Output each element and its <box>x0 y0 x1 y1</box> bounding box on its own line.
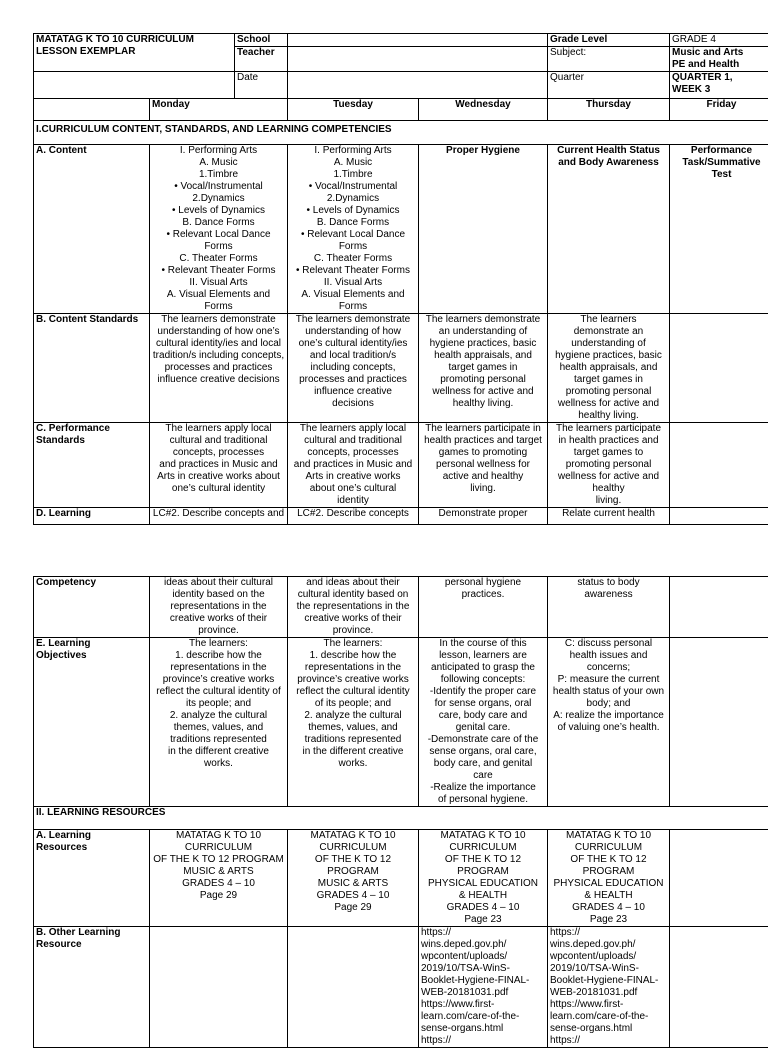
teacher-value <box>288 47 548 72</box>
section-1-title: I.CURRICULUM CONTENT, STANDARDS, AND LEARNING COMPETENCIES <box>34 121 768 145</box>
content-standards-thursday: The learners demonstrate an understanding of hygiene practices, basic health appraisals, and target games in promoting personal wellness for active and healthy living. <box>548 314 670 423</box>
learning-competency-thursday: Relate current health <box>548 508 670 525</box>
performance-standards-wednesday: The learners participate in health practices and target games to promoting personal wellness for active and healthy living. <box>419 423 548 508</box>
quarter-label: Quarter <box>548 72 670 99</box>
content-standards-monday: The learners demonstrate understanding of how one’s cultural identity/ies and local tradition/s including concepts, processes and practices influence creative decisions <box>150 314 288 423</box>
day-header-friday: Friday <box>670 99 768 121</box>
learning-competency-tuesday: LC#2. Describe concepts <box>288 508 419 525</box>
competency-monday: ideas about their cultural identity based on the representations in the creative works of their province. <box>150 577 288 638</box>
document-title: MATATAG K TO 10 CURRICULUM LESSON EXEMPLAR <box>34 34 235 72</box>
day-header-tuesday: Tuesday <box>288 99 419 121</box>
competency-wednesday: personal hygiene practices. <box>419 577 548 638</box>
teacher-label: Teacher <box>235 47 288 72</box>
other-resources-friday <box>670 927 768 1048</box>
subject-label: Subject: <box>548 47 670 72</box>
subject-value: Music and Arts PE and Health <box>670 47 768 72</box>
day-header-wednesday: Wednesday <box>419 99 548 121</box>
day-header-blank <box>34 99 150 121</box>
performance-standards-tuesday: The learners apply local cultural and traditional concepts, processes and practices in Music and Arts in creative works about one’s cultural identity <box>288 423 419 508</box>
learning-resources-monday: MATATAG K TO 10 CURRICULUM OF THE K TO 12 PROGRAM MUSIC & ARTS GRADES 4 – 10 Page 29 <box>150 830 288 927</box>
learning-resources-tuesday: MATATAG K TO 10 CURRICULUM OF THE K TO 12 PROGRAM MUSIC & ARTS GRADES 4 – 10 Page 29 <box>288 830 419 927</box>
objectives-thursday: C: discuss personal health issues and concerns; P: measure the current health status of your own body; and A: realize the importance of valuing one’s health. <box>548 638 670 807</box>
objectives-monday: The learners: 1. describe how the representations in the province’s creative works reflect the cultural identity of its people; and 2. analyze the cultural themes, values, and traditions represented in the different creative works. <box>150 638 288 807</box>
content-friday: Performance Task/Summative Test <box>670 145 768 314</box>
lesson-exemplar-table-page2 <box>33 576 768 1048</box>
content-standards-friday <box>670 314 768 423</box>
competency-label: Competency <box>34 577 150 638</box>
competency-thursday: status to body awareness <box>548 577 670 638</box>
other-resources-wednesday[interactable]: https:// wins.deped.gov.ph/ wpcontent/uploads/ 2019/10/TSA-WinS- Booklet-Hygiene-FINAL- WEB-20181031.pdf https://www.first- learn.com/care-of-the- sense-organs.html https:// <box>419 927 548 1048</box>
content-standards-wednesday: The learners demonstrate an understanding of hygiene practices, basic health appraisals, and target games in promoting personal wellness for active and healthy living. <box>419 314 548 423</box>
objectives-wednesday: In the course of this lesson, learners are anticipated to grasp the following concepts: -Identify the proper care for sense organs, oral care, body care and genital care. -Demonstrate care of the sense organs, oral care, body care, and genital care -Realize the importance of personal hygiene. <box>419 638 548 807</box>
performance-standards-label: C. Performance Standards <box>34 423 150 508</box>
learning-competency-friday <box>670 508 768 525</box>
section-2-title: II. LEARNING RESOURCES <box>34 807 768 830</box>
quarter-value: QUARTER 1, WEEK 3 <box>670 72 768 99</box>
objectives-label: E. Learning Objectives <box>34 638 150 807</box>
school-label: School <box>235 34 288 47</box>
learning-resources-thursday: MATATAG K TO 10 CURRICULUM OF THE K TO 12 PROGRAM PHYSICAL EDUCATION & HEALTH GRADES 4 – 10 Page 23 <box>548 830 670 927</box>
content-monday: I. Performing Arts A. Music 1.Timbre • Vocal/Instrumental 2.Dynamics • Levels of Dynamics B. Dance Forms • Relevant Local Dance Forms C. Theater Forms • Relevant Theater Forms II. Visual Arts A. Visual Elements and Forms <box>150 145 288 314</box>
content-label: A. Content <box>34 145 150 314</box>
other-resources-tuesday <box>288 927 419 1048</box>
competency-friday <box>670 577 768 638</box>
date-label: Date <box>235 72 288 99</box>
performance-standards-monday: The learners apply local cultural and traditional concepts, processes and practices in Music and Arts in creative works about one’s cultural identity <box>150 423 288 508</box>
objectives-tuesday: The learners: 1. describe how the representations in the province’s creative works reflect the cultural identity of its people; and 2. analyze the cultural themes, values, and traditions represented in the different creative works. <box>288 638 419 807</box>
content-thursday: Current Health Status and Body Awareness <box>548 145 670 314</box>
learning-resources-friday <box>670 830 768 927</box>
learning-competency-monday: LC#2. Describe concepts and <box>150 508 288 525</box>
header-blank <box>34 72 235 99</box>
learning-resources-label: A. Learning Resources <box>34 830 150 927</box>
school-value <box>288 34 548 47</box>
other-resources-label: B. Other Learning Resource <box>34 927 150 1048</box>
other-resources-monday <box>150 927 288 1048</box>
performance-standards-friday <box>670 423 768 508</box>
content-standards-tuesday: The learners demonstrate understanding of how one’s cultural identity/ies and local tradition/s including concepts, processes and practices influence creative decisions <box>288 314 419 423</box>
day-header-thursday: Thursday <box>548 99 670 121</box>
performance-standards-thursday: The learners participate in health practices and target games to promoting personal wellness for active and healthy living. <box>548 423 670 508</box>
content-tuesday: I. Performing Arts A. Music 1.Timbre • Vocal/Instrumental 2.Dynamics • Levels of Dynamics B. Dance Forms • Relevant Local Dance Forms C. Theater Forms • Relevant Theater Forms II. Visual Arts A. Visual Elements and Forms <box>288 145 419 314</box>
competency-tuesday: and ideas about their cultural identity based on the representations in the creative works of their province. <box>288 577 419 638</box>
learning-competency-wednesday: Demonstrate proper <box>419 508 548 525</box>
other-resources-thursday[interactable]: https:// wins.deped.gov.ph/ wpcontent/uploads/ 2019/10/TSA-WinS- Booklet-Hygiene-FINAL- WEB-20181031.pdf https://www.first- learn.com/care-of-the- sense-organs.html https:// <box>548 927 670 1048</box>
content-standards-label: B. Content Standards <box>34 314 150 423</box>
date-value <box>288 72 548 99</box>
content-wednesday: Proper Hygiene <box>419 145 548 314</box>
learning-competency-label: D. Learning <box>34 508 150 525</box>
lesson-exemplar-table-page1 <box>33 33 768 525</box>
grade-level-label: Grade Level <box>548 34 670 47</box>
grade-level-value: GRADE 4 <box>670 34 768 47</box>
learning-resources-wednesday: MATATAG K TO 10 CURRICULUM OF THE K TO 12 PROGRAM PHYSICAL EDUCATION & HEALTH GRADES 4 – 10 Page 23 <box>419 830 548 927</box>
day-header-monday: Monday <box>150 99 288 121</box>
objectives-friday <box>670 638 768 807</box>
